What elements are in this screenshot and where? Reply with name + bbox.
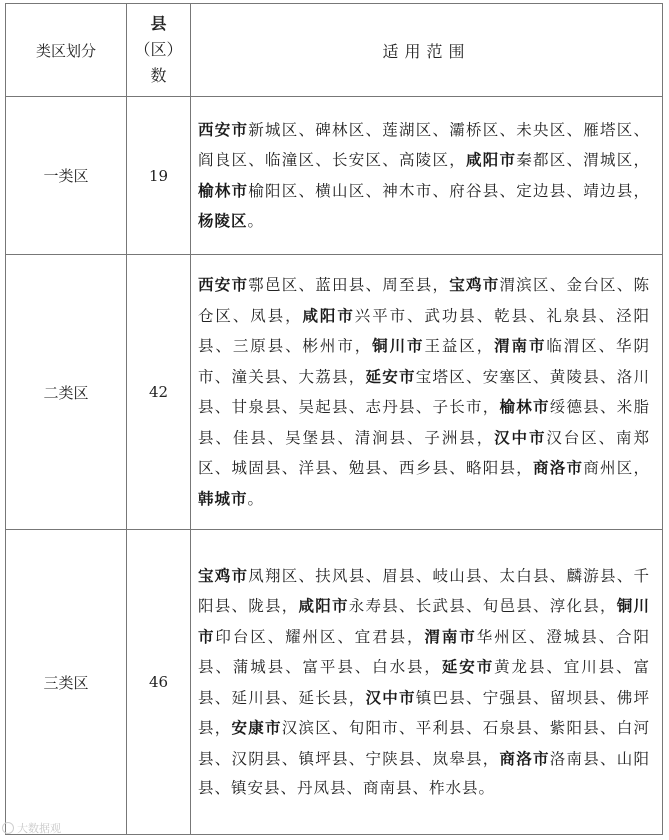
- city-name: 咸阳市: [465, 150, 517, 169]
- city-name: 渭南市: [494, 336, 547, 355]
- district-list: 印台区、耀州区、宜君县，: [215, 627, 425, 646]
- district-list: 兴平市、武功县、乾县、礼泉县、泾阳县、三原县、彬州市，: [198, 306, 650, 355]
- row-count: 42: [127, 255, 191, 530]
- district-list: 永寿县、长武县、旬邑县、淳化县，: [348, 597, 617, 615]
- district-list: 榆阳区、横山区、神木市、府谷县、定边县、靖边县，: [248, 181, 650, 200]
- header-count-line-3: 数: [150, 66, 167, 85]
- watermark-logo-icon: [2, 822, 14, 834]
- district-list: 黄龙县、宜川县、富县、延川县、延长县，: [198, 658, 650, 707]
- city-name: 商洛市: [499, 748, 550, 768]
- district-list: 。: [247, 212, 265, 230]
- row-category: 三类区: [6, 530, 127, 835]
- city-name: 延安市: [365, 366, 416, 386]
- district-list: 洛南县、山阳县、镇安县、丹凤县、商南县、柞水县。: [198, 749, 650, 797]
- city-name: 西安市: [198, 275, 249, 294]
- city-name: 汉中市: [365, 687, 416, 707]
- district-list: 华州区、澄城县、合阳县、蒲城县、富平县、白水县，: [198, 627, 650, 676]
- table-row: [6, 255, 663, 530]
- district-list: 绥德县、米脂县、佳县、吴堡县、清涧县、子洲县，: [198, 398, 650, 447]
- district-list: 王益区，: [424, 337, 495, 355]
- city-name: 铜川市: [198, 596, 650, 646]
- district-list: 鄠邑区、蓝田县、周至县，: [248, 276, 450, 294]
- district-list: 商州区，: [583, 459, 650, 477]
- watermark-text: 大数据观: [17, 822, 61, 835]
- header-category: 类区划分: [6, 4, 127, 97]
- city-name: 咸阳市: [298, 596, 349, 615]
- table-header-row: [6, 4, 663, 97]
- city-name: 渭南市: [424, 626, 477, 646]
- district-list: 新城区、碑林区、莲湖区、灞桥区、未央区、雁塔区、阎良区、临潼区、长安区、高陵区，: [198, 120, 650, 169]
- city-name: 汉中市: [494, 427, 547, 447]
- header-count-line-2: （区）: [134, 40, 183, 59]
- district-list: 汉滨区、旬阳市、平利县、石泉县、紫阳县、白河县、汉阴县、镇坪县、宁陕县、岚皋县，: [198, 719, 650, 768]
- row-scope: [191, 530, 663, 835]
- header-scope: 适用范围: [191, 4, 663, 97]
- table-row: [6, 530, 663, 835]
- region-classification-table: [5, 3, 663, 835]
- district-list: 临渭区、华阴市、潼关县、大荔县，: [198, 337, 650, 386]
- city-name: 杨陵区: [198, 211, 248, 230]
- watermark: [2, 820, 61, 836]
- district-list: 镇巴县、宁强县、留坝县、佛坪县，: [198, 688, 650, 737]
- city-name: 西安市: [198, 119, 249, 139]
- district-list: 凤翔区、扶风县、眉县、岐山县、太白县、麟游县、千阳县、陇县，: [198, 566, 650, 615]
- district-list: 渭滨区、金台区、陈仓区、凤县，: [198, 276, 650, 325]
- district-list: 秦都区、渭城区，: [516, 151, 650, 169]
- district-list: 汉台区、南郑区、城固县、洋县、勉县、西乡县、略阳县，: [198, 428, 650, 477]
- table-row: [6, 97, 663, 255]
- district-list: 。: [247, 489, 265, 508]
- city-name: 铜川市: [372, 336, 425, 355]
- city-name: 安康市: [231, 718, 282, 737]
- city-name: 榆林市: [499, 397, 550, 416]
- row-scope: [191, 97, 663, 255]
- city-name: 延安市: [441, 657, 495, 676]
- city-name: 咸阳市: [302, 305, 355, 325]
- row-category: 二类区: [6, 255, 127, 530]
- district-list: 宝塔区、安塞区、黄陵县、洛川县、甘泉县、吴起县、志丹县、子长市，: [198, 367, 650, 416]
- city-name: 榆林市: [198, 180, 249, 200]
- city-name: 商洛市: [532, 458, 584, 477]
- row-count: 19: [127, 97, 191, 255]
- city-name: 韩城市: [198, 488, 248, 508]
- city-name: 宝鸡市: [198, 565, 249, 585]
- row-category: 一类区: [6, 97, 127, 255]
- city-name: 宝鸡市: [449, 275, 500, 294]
- header-count-line-1: 县: [150, 14, 167, 33]
- header-count: [127, 4, 191, 97]
- row-scope: [191, 255, 663, 530]
- row-count: 46: [127, 530, 191, 835]
